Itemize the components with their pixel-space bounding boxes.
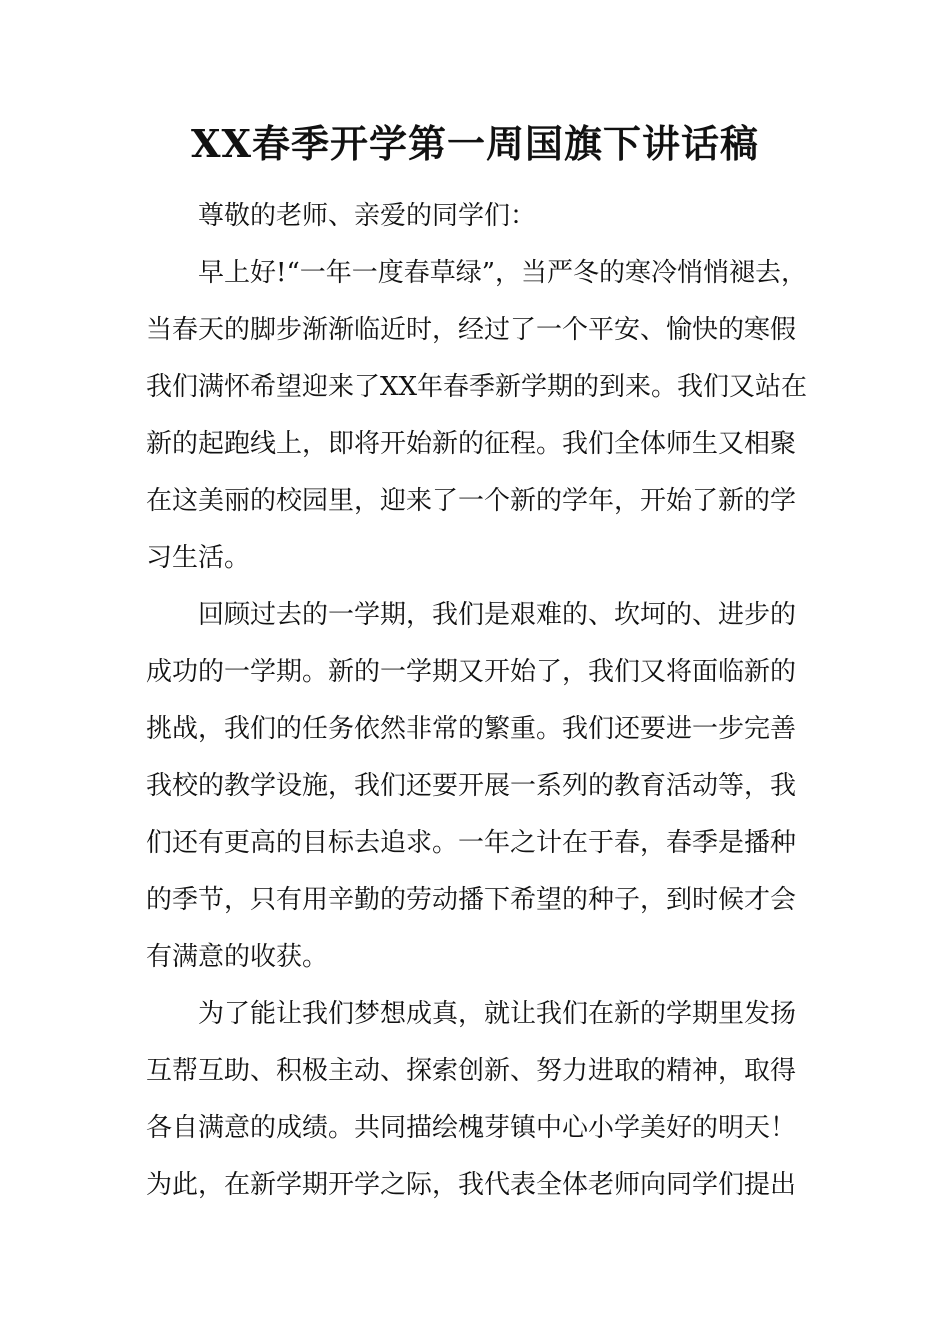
body-line: 的季节，只有用辛勤的劳动播下希望的种子，到时候才会	[146, 885, 797, 915]
document-title: XX春季开学第一周国旗下讲话稿	[191, 121, 759, 166]
body-line: 我们满怀希望迎来了XX年春季新学期的到来。我们又站在	[146, 372, 808, 402]
body-line: 新的起跑线上，即将开始新的征程。我们全体师生又相聚	[146, 429, 797, 459]
body-line: 回顾过去的一学期，我们是艰难的、坎坷的、进步的	[198, 600, 797, 630]
body-line: 挑战，我们的任务依然非常的繁重。我们还要进一步完善	[146, 714, 797, 744]
body-line: 成功的一学期。新的一学期又开始了，我们又将面临新的	[146, 657, 797, 687]
salutation-line: 尊敬的老师、亲爱的同学们：	[198, 201, 537, 231]
body-line: 习生活。	[146, 543, 251, 573]
body-line: 早上好!“一年一度春草绿”，当严冬的寒冷悄悄褪去，	[198, 258, 808, 288]
body-line: 们还有更高的目标去追求。一年之计在于春，春季是播种	[146, 828, 797, 858]
body-line: 互帮互助、积极主动、探索创新、努力进取的精神，取得	[146, 1056, 797, 1086]
body-line: 有满意的收获。	[146, 942, 329, 972]
document-body	[146, 188, 836, 1214]
body-line: 为了能让我们梦想成真，就让我们在新的学期里发扬	[198, 999, 797, 1029]
body-line: 为此，在新学期开学之际，我代表全体老师向同学们提出	[146, 1170, 797, 1200]
body-line: 在这美丽的校园里，迎来了一个新的学年，开始了新的学	[146, 486, 797, 516]
body-line: 我校的教学设施，我们还要开展一系列的教育活动等，我	[146, 771, 797, 801]
body-line: 各自满意的成绩。共同描绘槐芽镇中心小学美好的明天！	[146, 1113, 797, 1143]
body-line: 当春天的脚步渐渐临近时，经过了一个平安、愉快的寒假	[146, 315, 797, 345]
